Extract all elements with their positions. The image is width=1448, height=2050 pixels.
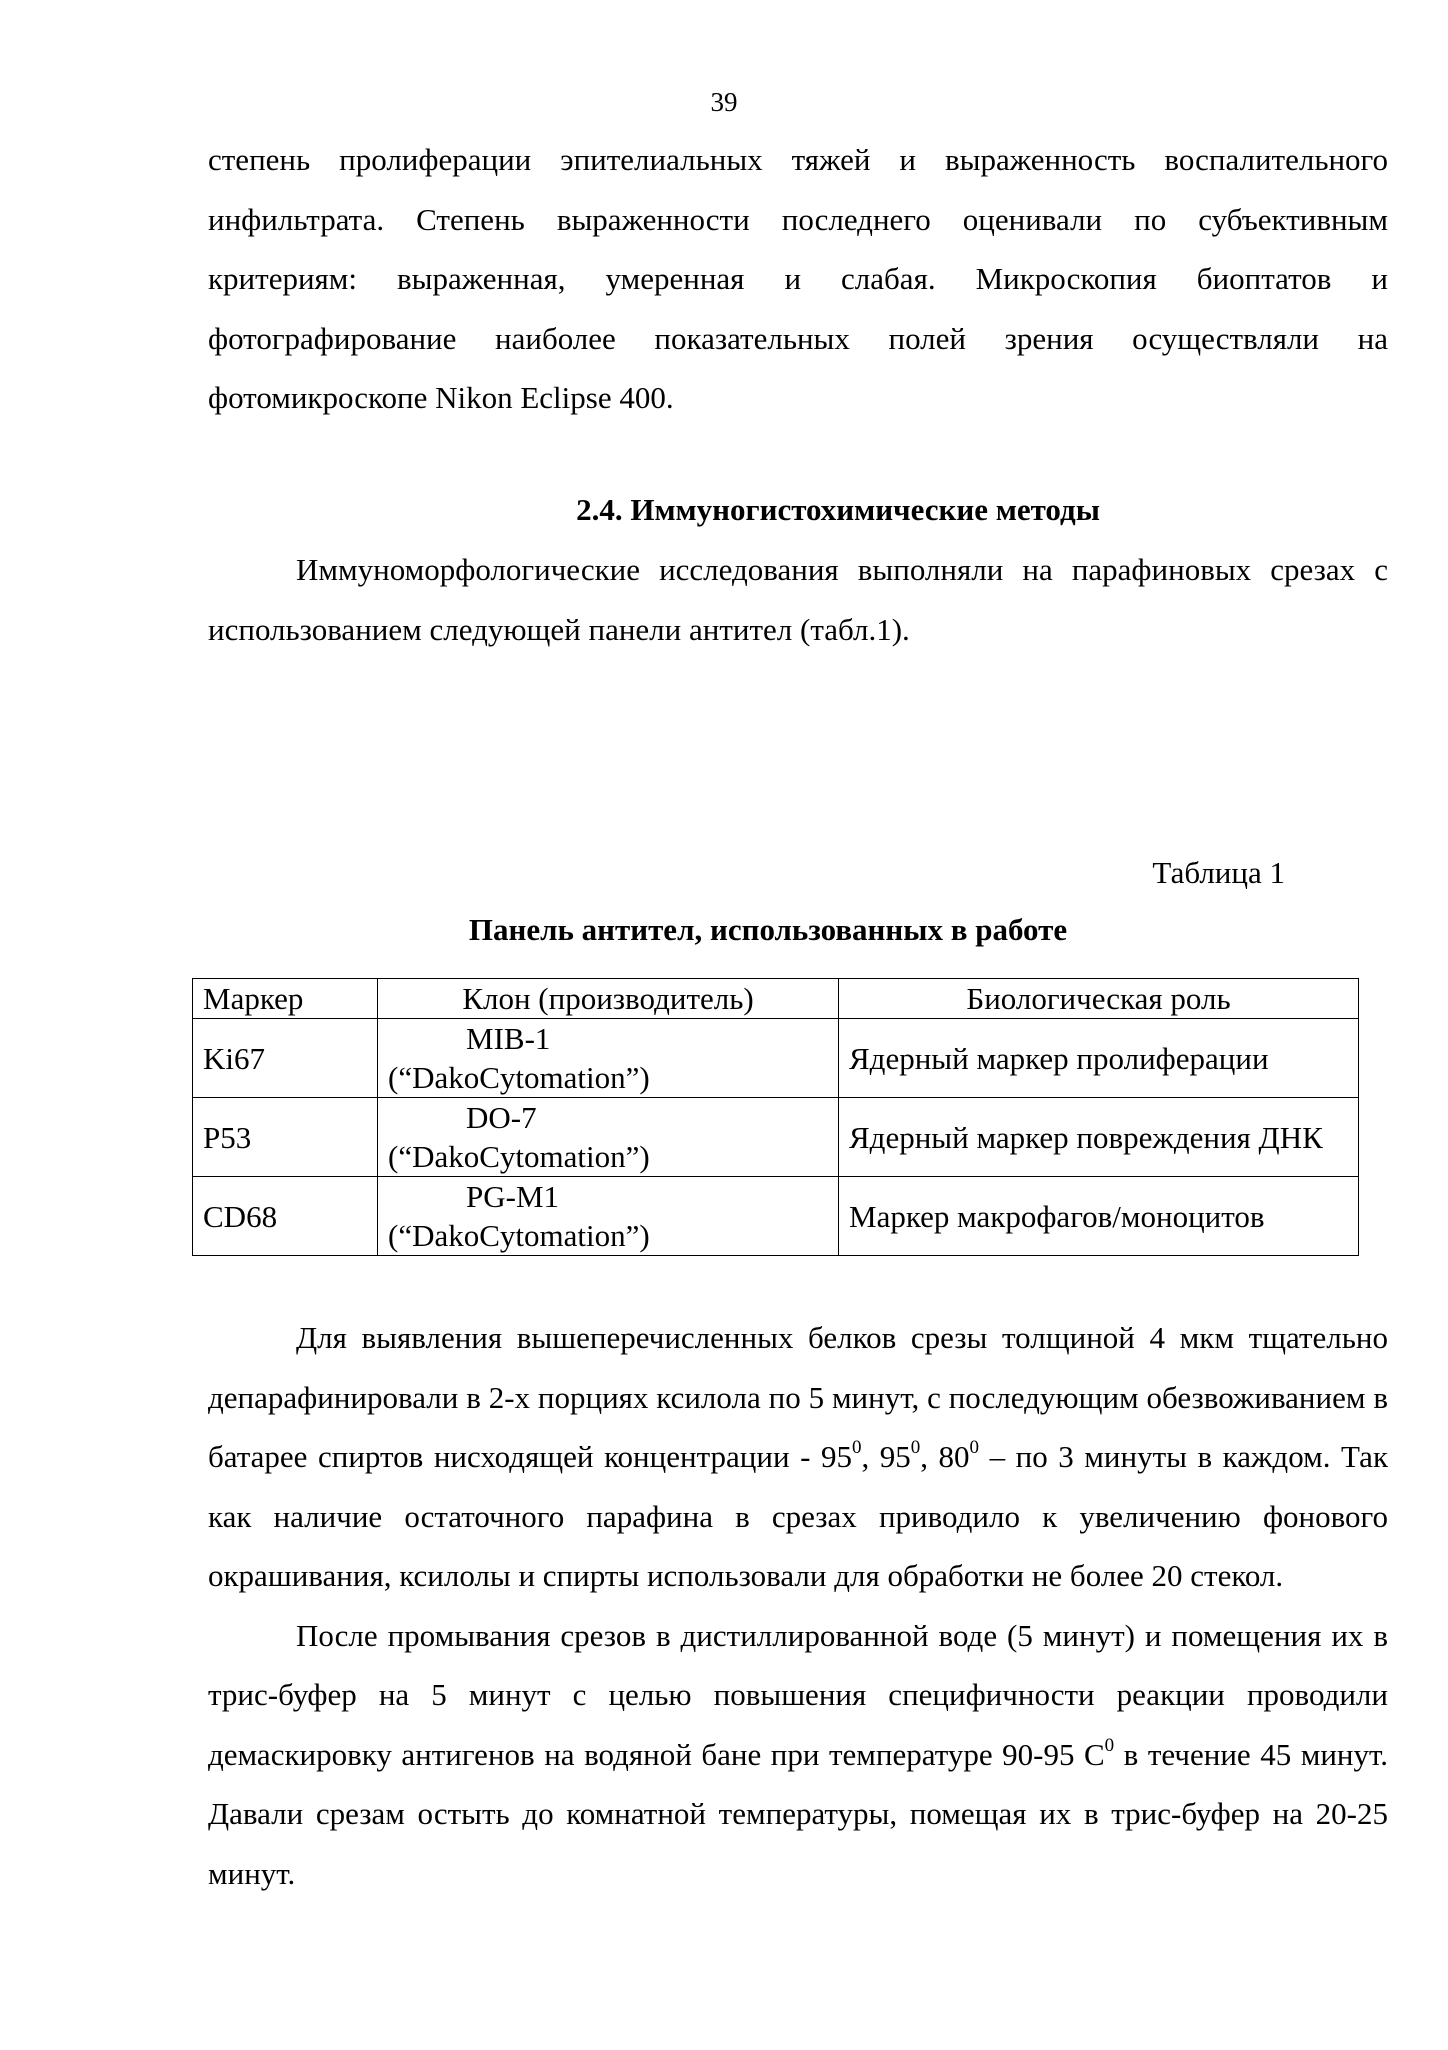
separator: , xyxy=(920,1439,939,1474)
clone-manufacturer: (“DakoCytomation”) xyxy=(388,1139,650,1174)
cell-role: Ядерный маркер повреждения ДНК xyxy=(839,1098,1359,1177)
clone-manufacturer: (“DakoCytomation”) xyxy=(388,1218,650,1253)
header-role: Биологическая роль xyxy=(839,979,1359,1019)
header-clone: Клон (производитель) xyxy=(378,979,839,1019)
page-number: 39 xyxy=(710,87,738,117)
table-row xyxy=(193,1019,1359,1098)
clone-name: DO-7 xyxy=(466,1100,537,1135)
header-marker: Маркер xyxy=(193,979,378,1019)
cell-marker: Ki67 xyxy=(193,1019,378,1098)
table-title: Панель антител, использованных в работе xyxy=(468,912,1068,947)
clone-name: PG-M1 xyxy=(466,1179,560,1214)
cell-role: Маркер макрофагов/моноцитов xyxy=(839,1177,1359,1256)
text-run: в течение 45 минут. Давали срезам остыть до комнатной температуры, помещая их в трис-буфер на 20-25 минут. xyxy=(208,1736,1388,1891)
deparaffinization-paragraph xyxy=(208,1308,1388,1606)
antigen-retrieval-paragraph xyxy=(208,1606,1388,1904)
section-paragraph: Иммуноморфологические исследования выполняли на парафиновых срезах с использованием следующей панели антител (табл.1). xyxy=(208,552,1388,647)
section-title: 2.4. Иммуногистохимические методы xyxy=(576,492,1100,527)
concentration-value: 80 xyxy=(938,1439,970,1474)
text-run: Для выявления вышеперечисленных белков срезы толщиной 4 мкм тщательно депарафинировали в 2-х порциях ксилола по 5 минут, с последующим обезвоживанием в батарее спиртов нисходящей концентрации - xyxy=(208,1320,1388,1474)
text-run: После промывания срезов в дистиллированной воде (5 минут) и помещения их в трис-буфер на 5 минут с целью повышения специфичности реакции проводили демаскировку антигенов на водяной бане при температуре 90-95 С xyxy=(208,1617,1388,1772)
clone-manufacturer: (“DakoCytomation”) xyxy=(388,1060,650,1095)
degree-superscript: 0 xyxy=(910,1437,921,1458)
table-row xyxy=(193,1177,1359,1256)
concentration-value: 95 xyxy=(879,1439,911,1474)
intro-block xyxy=(208,130,1388,428)
methods-block xyxy=(208,1308,1388,1903)
concentration-value: 95 xyxy=(820,1439,852,1474)
section-block xyxy=(208,540,1388,659)
degree-superscript: 0 xyxy=(969,1437,980,1458)
cell-marker: CD68 xyxy=(193,1177,378,1256)
cell-clone xyxy=(378,1177,839,1256)
table-row xyxy=(193,1098,1359,1177)
degree-superscript: 0 xyxy=(851,1437,862,1458)
intro-paragraph: степень пролиферации эпителиальных тяжей и выраженность воспалительного инфильтрата. Степень выраженности последнего оценивали по субъективным критериям: выраженная, умеренная и слабая. Микроскопия биоптатов и фотографирование наиболее показательных полей зрения осуществляли на фотомикроскопе Nikon Eclipse 400. xyxy=(208,142,1388,415)
text-run: – по 3 минуты в каждом. Так как наличие остаточного парафина в срезах приводило к увеличению фонового окрашивания, ксилолы и спирты использовали для обработки не более 20 стекол. xyxy=(208,1439,1389,1593)
antibody-panel-table xyxy=(192,978,1359,1256)
table-header-row xyxy=(193,979,1359,1019)
cell-marker: P53 xyxy=(193,1098,378,1177)
degree-superscript: 0 xyxy=(1104,1734,1115,1756)
table-label: Таблица 1 xyxy=(1152,855,1285,890)
cell-clone xyxy=(378,1019,839,1098)
cell-role: Ядерный маркер пролиферации xyxy=(839,1019,1359,1098)
separator: , xyxy=(861,1439,880,1474)
cell-clone xyxy=(378,1098,839,1177)
clone-name: MIB-1 xyxy=(466,1021,551,1056)
